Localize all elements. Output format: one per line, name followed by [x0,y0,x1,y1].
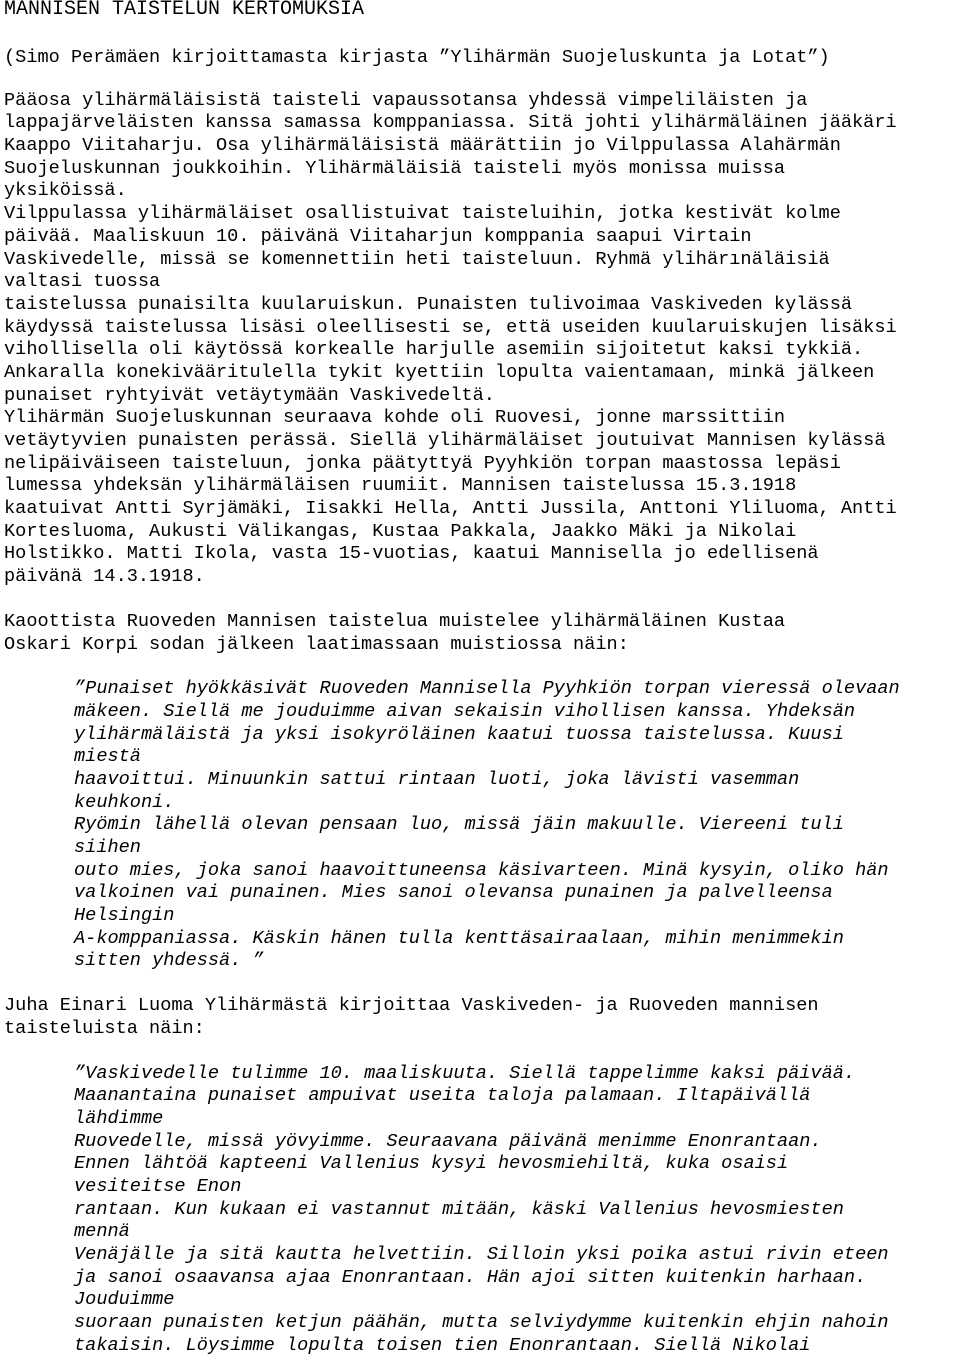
main-paragraph [4,90,960,589]
quote-line: valkoinen vai punainen. Mies sanoi olevansa punainen ja palvelleensa [74,882,833,904]
quote-line: Ennen lähtöä kapteeni Vallenius kysyi hevosmiehiltä, kuka osaisi [74,1153,789,1175]
text-line: Kaoottista Ruoveden Mannisen taistelua muistelee ylihärmäläinen Kustaa [4,610,786,632]
text-line: lappajärveläisten kanssa samassa komppaniassa. Sitä johti ylihärmäläinen jääkäri [4,112,897,134]
text-line: vihollisella oli käytössä korkealle harjulle asemiin sijoitetut kaksi tykkiä. [4,339,864,361]
quote-line: ”Punaiset hyökkäsivät Ruoveden Mannisella Pyyhkiön torpan vieressä olevaan [74,678,900,700]
text-line: Pääosa ylihärmäläisistä taisteli vapaussotansa yhdessä vimpeliläisten ja [4,89,808,111]
korpi-intro-paragraph [4,611,960,656]
text-line: yksiköissä. [4,180,127,202]
text-line: Holstikko. Matti Ikola, vasta 15-vuotias, kaatui Mannisella jo edellisenä [4,543,819,565]
text-line: lumessa yhdeksän ylihärmäläisen ruumiit. Mannisen taistelussa 15.3.1918 [4,475,797,497]
text-line: vetäytyvien punaisten perässä. Siellä ylihärmäläiset joutuivat Mannisen kylässä [4,430,886,451]
text-line: Oskari Korpi sodan jälkeen laatimassaan muistiossa näin: [4,633,629,655]
source-line: (Simo Perämäen kirjoittamasta kirjasta ”Ylihärmän Suojeluskunta ja Lotat”) [4,47,830,68]
document-page [4,0,960,1357]
quote-line: suoraan punaisten ketjun päähän, mutta selviydymme kuitenkin ehjin nahoin [74,1312,889,1334]
quote-line: takaisin. Löysimme lopulta toisen tien Enonrantaan. Siellä Nikolai [74,1334,811,1356]
quote-line: outo mies, joka sanoi haavoittuneensa käsivarteen. Minä kysyin, oliko hän [74,859,889,881]
quote-line: miestä [74,746,141,768]
text-line: Vaskivedelle, missä se komennettiin heti taisteluun. Ryhmä ylihärınäläisiä [4,248,830,270]
text-line: Suojeluskunnan joukkoihin. Ylihärmäläisiä taisteli myös monissa muissa [4,157,786,179]
quote-line: vesiteitse Enon [74,1175,242,1197]
text-line: taistelussa punaisilta kuularuiskun. Punaisten tulivoimaa Vaskiveden kylässä [4,293,853,315]
quote-line: Ruovedelle, missä yövyimme. Seuraavana päivänä menimme Enonrantaan. [74,1130,822,1152]
luoma-quote [4,1063,960,1358]
quote-line: ja sanoi osaavansa ajaa Enonrantaan. Hän ajoi sitten kuitenkin harhaan. [74,1266,867,1288]
korpi-quote [4,678,960,973]
text-line: Ankaralla konekivääritulella tykit kyettiin lopulta vaientamaan, minkä jälkeen [4,361,875,383]
quote-line: keuhkoni. [74,791,175,813]
quote-line: Helsingin [74,905,175,927]
quote-line: mennä [74,1221,130,1243]
quote-line: Venäjälle ja sitä kautta helvettiin. Silloin yksi poika astui rivin eteen [74,1244,889,1265]
quote-line: Ryömin lähellä olevan pensaan luo, missä jäin makuulle. Viereeni tuli [74,814,844,836]
text-line: nelipäiväiseen taisteluun, jonka päätyttyä Pyyhkiön torpan maastossa lepäsi [4,452,841,474]
quote-line: haavoittui. Minuunkin sattui rintaan luoti, joka lävisti vasemman [74,768,800,790]
text-line: Vilppulassa ylihärmäläiset osallistuivat taisteluihin, jotka kestivät kolme [4,203,841,225]
text-line: päivänä 14.3.1918. [4,566,205,588]
quote-line: siihen [74,837,141,858]
quote-line: Maanantaina punaiset ampuivat useita taloja palamaan. Iltapäivällä [74,1085,811,1107]
text-line: päivää. Maaliskuun 10. päivänä Viitaharjun komppania saapui Virtain [4,225,752,247]
text-line: punaiset ryhtyivät vetäytymään Vaskivedeltä. [4,384,495,406]
text-line: Juha Einari Luoma Ylihärmästä kirjoittaa Vaskiveden- ja Ruoveden mannisen [4,995,819,1017]
text-line: valtasi tuossa [4,271,161,293]
text-line: kaatuivat Antti Syrjämäki, Iisakki Hella, Antti Jussila, Anttoni Yliluoma, Antti [4,498,897,520]
text-line: Kortesluoma, Aukusti Välikangas, Kustaa Pakkala, Jaakko Mäki ja Nikolai [4,520,797,542]
spacer [4,1041,960,1063]
luoma-intro-paragraph [4,995,960,1040]
document-title: MANNISEN TAISTELUN KERTOMUKSIA [4,0,365,21]
quote-line: lähdimme [74,1107,164,1129]
quote-line: Jouduimme [74,1289,175,1311]
text-line: Ylihärmän Suojeluskunnan seuraava kohde oli Ruovesi, jonne marssittiin [4,407,786,429]
quote-line: rantaan. Kun kukaan ei vastannut mitään, käski Vallenius hevosmiesten [74,1198,844,1220]
quote-line: ylihärmäläistä ja yksi isokyröläinen kaatui tuossa taistelussa. Kuusi [74,723,844,745]
quote-line: A-komppaniassa. Käskin hänen tulla kenttäsairaalaan, mihin menimmekin [74,927,844,949]
spacer [4,70,960,90]
spacer [4,22,960,47]
spacer [4,973,960,995]
text-line: käydyssä taistelussa lisäsi oleellisesti se, että useiden kuularuiskujen lisäksi [4,316,897,338]
text-line: taisteluista näin: [4,1017,205,1039]
text-line: Kaappo Viitaharju. Osa ylihärmäläisistä määrättiin jo Vilppulassa Alahärmän [4,135,841,157]
spacer [4,656,960,678]
quote-line: sitten yhdessä. ” [74,950,264,972]
quote-line: ”Vaskivedelle tulimme 10. maaliskuuta. Siellä tappelimme kaksi päivää. [74,1062,856,1084]
spacer [4,589,960,611]
quote-line: mäkeen. Siellä me jouduimme aivan sekaisin vihollisen kanssa. Yhdeksän [74,700,856,722]
